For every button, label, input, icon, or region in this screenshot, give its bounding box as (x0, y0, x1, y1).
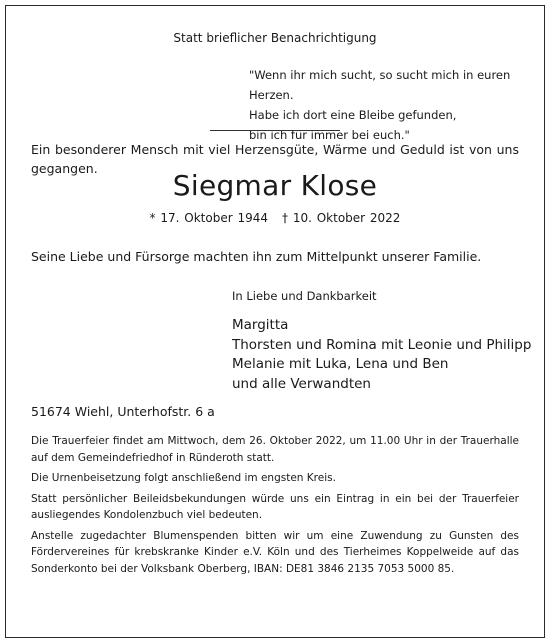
quote-line: bin ich für immer bei euch." (249, 128, 410, 142)
divider (210, 130, 340, 131)
funeral-note: Die Trauerfeier findet am Mittwoch, dem 26. Oktober 2022, um 11.00 Uhr in der Trauerhalle auf dem Gemeindefriedhof in Ründeroth statt. (31, 435, 519, 464)
quote-line: Habe ich dort eine Bleibe gefunden, (249, 108, 457, 122)
mourner-entry: Margitta (232, 317, 289, 333)
notes-section (31, 433, 519, 581)
mourner-entry: und alle Verwandten (232, 375, 371, 392)
quote-line: "Wenn ihr mich sucht, so sucht mich in euren Herzen. (249, 68, 511, 102)
memorial-quote (249, 65, 550, 145)
mourner-entry: Thorsten und Romina mit Leonie und Philipp (232, 336, 532, 353)
address: 51674 Wiehl, Unterhofstr. 6 a (31, 404, 215, 419)
condolence-note: Statt persönlicher Beileidsbekundungen würde uns ein Eintrag in ein bei der Trauerfeier ausliegendes Kondolenzbuch viel bedeuten. (31, 492, 519, 521)
life-dates (0, 211, 550, 225)
mourners-list (232, 316, 531, 394)
notice-header: Statt brieflicher Benachrichtigung (173, 31, 377, 45)
gratitude-line: In Liebe und Dankbarkeit (232, 289, 377, 303)
family-statement: Seine Liebe und Fürsorge machten ihn zum Mittelpunkt unserer Familie. (31, 249, 482, 264)
birth-date: * 17. Oktober 1944 (149, 211, 268, 225)
burial-note: Die Urnenbeisetzung folgt anschließend im engsten Kreis. (31, 472, 336, 484)
mourner-entry: Melanie mit Luka, Lena und Ben (232, 356, 449, 372)
death-date: † 10. Oktober 2022 (282, 211, 401, 225)
intro-text: Ein besonderer Mensch mit viel Herzensgüte, Wärme und Geduld ist von uns gegangen. (31, 142, 519, 176)
deceased-name: Siegmar Klose (172, 169, 378, 202)
donation-note: Anstelle zugedachter Blumenspenden bitten wir um eine Zuwendung zu Gunsten des Fördervereines für krebskranke Kinder e.V. Köln und des Tierheimes Koppelweide auf das Sonderkonto bei der Volksbank Oberberg, IBAN: DE81 3846 2135 7053 5000 85. (31, 529, 519, 575)
